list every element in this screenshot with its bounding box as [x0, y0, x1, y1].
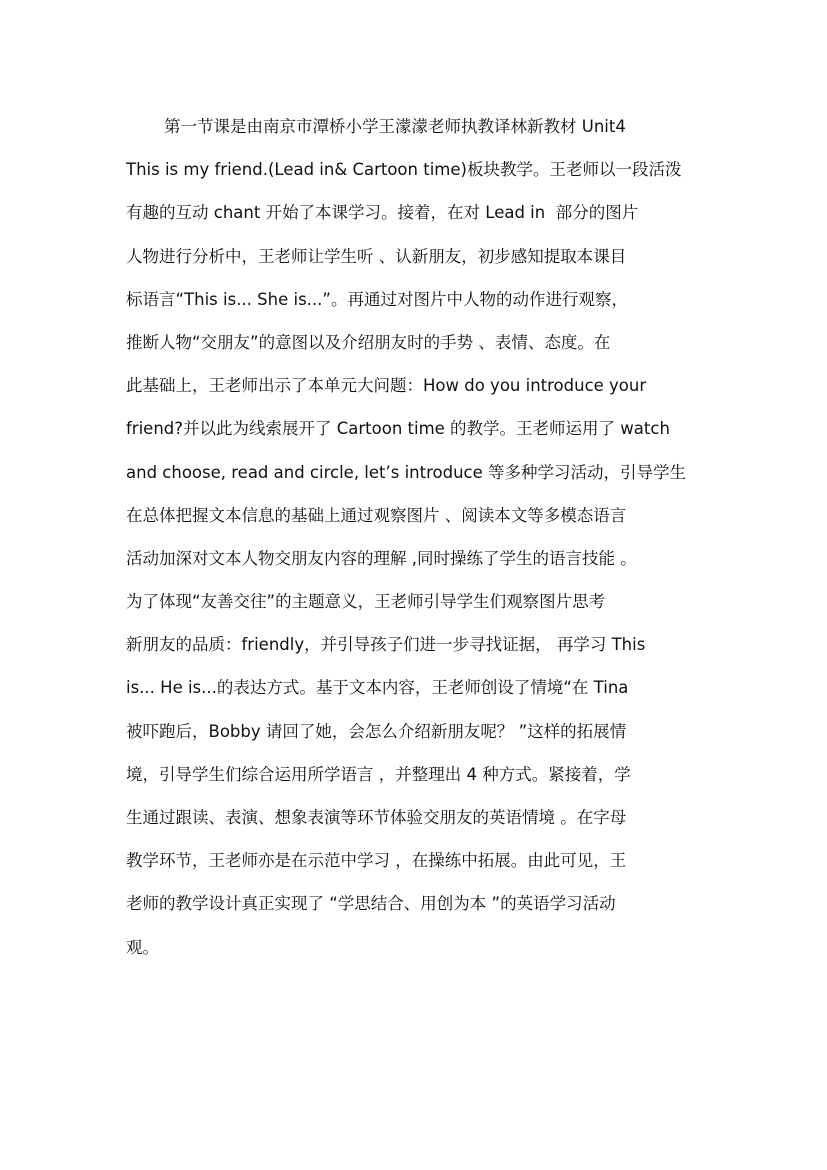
paragraph-line-11: 活动加深对文本人物交朋友内容的理解 ,同时操练了学生的语言技能 。	[126, 548, 637, 568]
paragraph-line-6: 推断人物“交朋友”的意图以及介绍朋友时的手势 、表情、态度。在	[126, 332, 611, 352]
paragraph-line-14: is... He is...的表达方式。基于文本内容，王老师创设了情境“在 Tina	[126, 678, 629, 698]
paragraph-line-8: friend?并以此为线索展开了 Cartoon time 的教学。王老师运用了 watch	[126, 419, 670, 439]
paragraph-line-16: 境，引导学生们综合运用所学语言 ，并整理出 4 种方式。紧接着，学	[126, 764, 631, 784]
paragraph-line-13: 新朋友的品质：friendly，并引导孩子们进一步寻找证据， 再学习 This	[126, 635, 646, 655]
paragraph-line-4: 人物进行分析中，王老师让学生听 、认新朋友，初步感知提取本课目	[126, 246, 627, 266]
paragraph-line-3: 有趣的互动 chant 开始了本课学习。接着，在对 Lead in 部分的图片	[126, 203, 639, 223]
paragraph-line-18: 教学环节，王老师亦是在示范中学习 ，在操练中拓展。由此可见，王	[126, 851, 627, 871]
paragraph-line-12: 为了体现“友善交往”的主题意义，王老师引导学生们观察图片思考	[126, 592, 606, 612]
paragraph-line-5: 标语言“This is... She is...”。再通过对图片中人物的动作进行观察，	[126, 289, 628, 309]
paragraph-line-19: 老师的教学设计真正实现了 “学思结合、用创为本 ”的英语学习活动	[126, 894, 616, 914]
paragraph-line-9: and choose, read and circle, let’s introduce 等多种学习活动，引导学生	[126, 462, 687, 482]
paragraph-line-2: This is my friend.(Lead in& Cartoon time)板块教学。王老师以一段活泼	[126, 160, 682, 180]
paragraph-line-20: 观。	[126, 937, 159, 957]
paragraph-line-17: 生通过跟读、表演、想象表演等环节体验交朋友的英语情境 。在字母	[126, 808, 627, 827]
paragraph-line-10: 在总体把握文本信息的基础上通过观察图片 、阅读本文等多模态语言	[126, 505, 627, 525]
paragraph-line-15: 被吓跑后，Bobby 请回了她，会怎么介绍新朋友呢？ ”这样的拓展情	[126, 721, 627, 741]
body-paragraph	[126, 105, 706, 969]
paragraph-line-1: 第一节课是由南京市潭桥小学王濛濛老师执教译林新教材 Unit4	[164, 117, 626, 136]
paragraph-line-7: 此基础上，王老师出示了本单元大问题：How do you introduce your	[126, 376, 647, 396]
